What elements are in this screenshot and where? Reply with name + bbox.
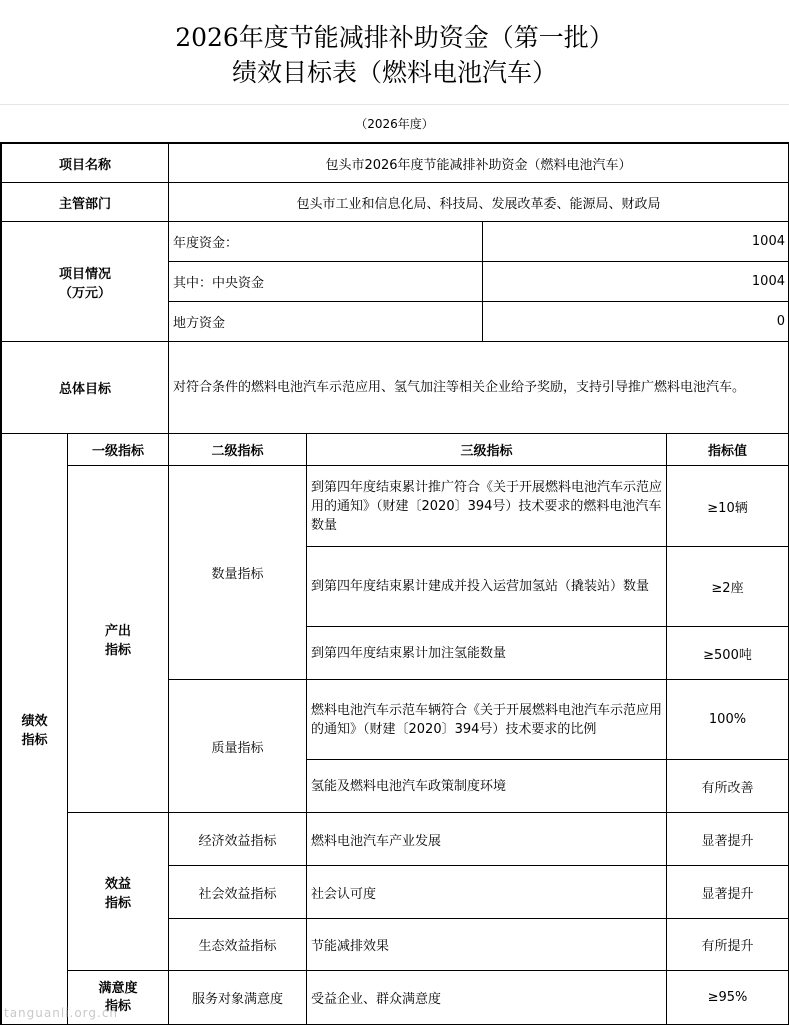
document-title-line1: 2026年度节能减排补助资金（第一批） bbox=[175, 23, 614, 52]
output-row-desc: 燃料电池汽车示范车辆符合《关于开展燃料电池汽车示范应用的通知》（财建〔2020〕394号）技术要求的比例 bbox=[307, 680, 667, 760]
benefit-row-level2: 生态效益指标 bbox=[169, 919, 307, 971]
department-value: 包头市工业和信息化局、科技局、发展改革委、能源局、财政局 bbox=[169, 183, 789, 222]
benefit-row-desc: 节能减排效果 bbox=[307, 919, 667, 971]
satisfaction-row-level2: 服务对象满意度 bbox=[169, 971, 307, 1025]
output-row-value: ≥500吨 bbox=[667, 627, 789, 680]
benefit-row-desc: 社会认可度 bbox=[307, 866, 667, 919]
output-row-desc: 到第四年度结束累计推广符合《关于开展燃料电池汽车示范应用的通知》（财建〔2020〕394号）技术要求的燃料电池汽车数量 bbox=[307, 466, 667, 547]
output-label-line1: 产出 bbox=[104, 624, 131, 639]
benefit-indicators-label bbox=[68, 813, 169, 971]
benefit-row-value: 显著提升 bbox=[667, 813, 789, 866]
quality-indicators-label: 质量指标 bbox=[169, 680, 307, 813]
header-value: 指标值 bbox=[667, 434, 789, 466]
central-funding-label: 其中：中央资金 bbox=[169, 262, 483, 302]
central-funding-value: 1004 bbox=[483, 262, 789, 302]
performance-label-line2: 指标 bbox=[21, 733, 48, 748]
satisfaction-row-value: ≥95% bbox=[667, 971, 789, 1025]
satisfaction-row-desc: 受益企业、群众满意度 bbox=[307, 971, 667, 1025]
output-row-desc: 氢能及燃料电池汽车政策制度环境 bbox=[307, 760, 667, 813]
watermark-text: tanguanli.org.cn bbox=[4, 1006, 119, 1020]
funding-label bbox=[2, 222, 169, 342]
benefit-row-value: 显著提升 bbox=[667, 866, 789, 919]
header-level2: 二级指标 bbox=[169, 434, 307, 466]
benefit-row-level2: 社会效益指标 bbox=[169, 866, 307, 919]
department-label: 主管部门 bbox=[2, 183, 169, 222]
performance-label-line1: 绩效 bbox=[21, 714, 48, 729]
overall-goal-value: 对符合条件的燃料电池汽车示范应用、氢气加注等相关企业给予奖励，支持引导推广燃料电池汽车。 bbox=[169, 342, 789, 434]
funding-label-line1: 项目情况 bbox=[58, 266, 111, 282]
funding-label-line2: （万元） bbox=[58, 285, 111, 301]
output-row-value: 有所改善 bbox=[667, 760, 789, 813]
output-row-value: 100% bbox=[667, 680, 789, 760]
output-indicators-label bbox=[68, 466, 169, 813]
annual-funding-label: 年度资金： bbox=[169, 222, 483, 262]
header-level1: 一级指标 bbox=[68, 434, 169, 466]
satisfaction-label-line2: 指标 bbox=[104, 998, 131, 1014]
output-label-line2: 指标 bbox=[104, 643, 131, 658]
output-row-value: ≥10辆 bbox=[667, 466, 789, 547]
benefit-row-value: 有所提升 bbox=[667, 919, 789, 971]
document-year: （2026年度） bbox=[355, 117, 434, 131]
quantity-indicators-label: 数量指标 bbox=[169, 466, 307, 680]
output-row-desc: 到第四年度结束累计建成并投入运营加氢站（撬装站）数量 bbox=[307, 547, 667, 627]
benefit-row-desc: 燃料电池汽车产业发展 bbox=[307, 813, 667, 866]
document-title-line2: 绩效目标表（燃料电池汽车） bbox=[231, 58, 557, 87]
local-funding-value: 0 bbox=[483, 302, 789, 342]
project-name-value: 包头市2026年度节能减排补助资金（燃料电池汽车） bbox=[169, 144, 789, 183]
output-row-value: ≥2座 bbox=[667, 547, 789, 627]
satisfaction-label-line1: 满意度 bbox=[98, 980, 138, 996]
output-row-desc: 到第四年度结束累计加注氢能数量 bbox=[307, 627, 667, 680]
overall-goal-label: 总体目标 bbox=[2, 342, 169, 434]
title-area bbox=[0, 0, 789, 105]
benefit-label-line1: 效益 bbox=[104, 876, 131, 892]
performance-indicators-label bbox=[2, 434, 68, 1025]
benefit-label-line2: 指标 bbox=[104, 895, 131, 911]
annual-funding-value: 1004 bbox=[483, 222, 789, 262]
local-funding-label: 地方资金 bbox=[169, 302, 483, 342]
benefit-row-level2: 经济效益指标 bbox=[169, 813, 307, 866]
header-level3: 三级指标 bbox=[307, 434, 667, 466]
project-name-label: 项目名称 bbox=[2, 144, 169, 183]
